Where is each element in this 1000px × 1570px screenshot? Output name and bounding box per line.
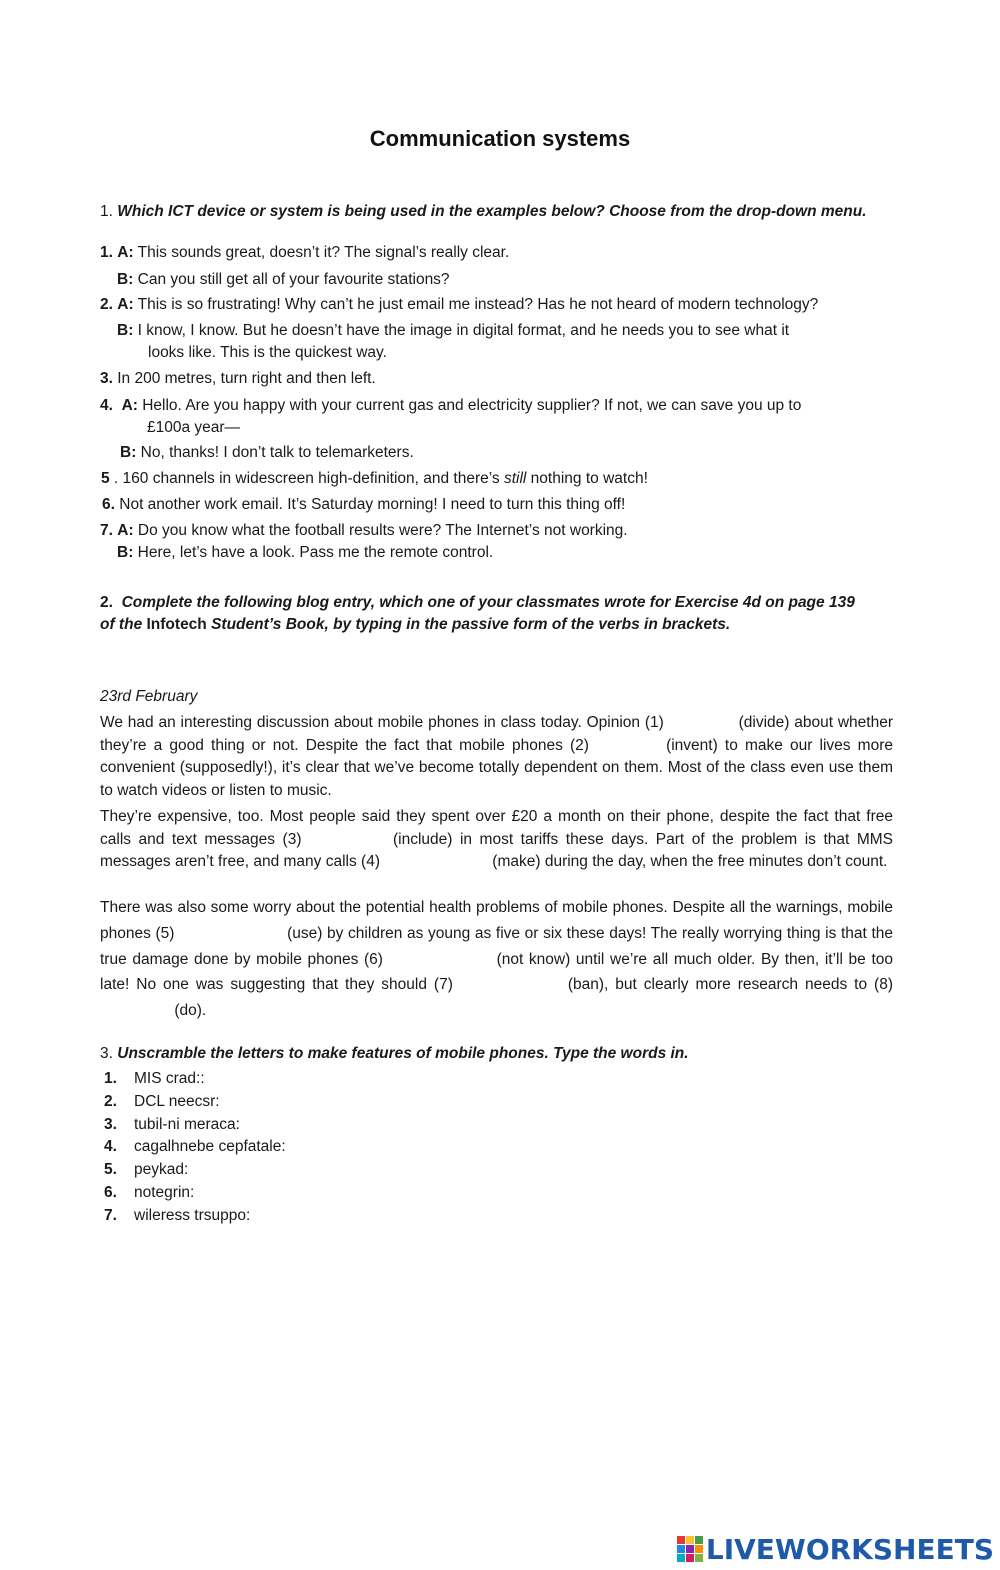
dialogue-2b-cont: looks like. This is the quickest way. bbox=[148, 344, 387, 361]
list-item: 4. cagalhnebe cepfatale: bbox=[104, 1138, 286, 1156]
list-item: 5. peykad: bbox=[104, 1161, 189, 1179]
liveworksheets-logo bbox=[677, 1532, 994, 1566]
dialogue-7b: B: Here, let’s have a look. Pass me the remote control. bbox=[117, 544, 494, 561]
ex3-instruction: 3. Unscramble the letters to make features of mobile phones. Type the words in. bbox=[100, 1045, 689, 1062]
dialogue-1a: 1. A: This sounds great, doesn’t it? The signal’s really clear. bbox=[100, 244, 510, 261]
dialogue-7a: 7. A: Do you know what the football results were? The Internet’s not working. bbox=[100, 522, 628, 539]
logo-text: LIVEWORKSHEETS bbox=[705, 1532, 994, 1566]
blog-paragraph-1: We had an interesting discussion about mobile phones in class today. Opinion (1) (divide) about whether they’re a good thing or not. Despite the fact that mobile phones (2) (invent) to make our lives more convenient (supposedly!), it’s clear that we’ve become totally dependent on them. Most of the class even use them to watch videos or listen to music. bbox=[100, 714, 893, 799]
logo-tile bbox=[686, 1536, 694, 1544]
logo-tile bbox=[695, 1554, 703, 1562]
ex1-instruction bbox=[100, 201, 867, 223]
logo-tile bbox=[695, 1545, 703, 1553]
ex2-instruction-line1: 2. Complete the following blog entry, which one of your classmates wrote for Exercise 4d on page 139 bbox=[100, 594, 855, 611]
list-item: 1. MIS crad:: bbox=[104, 1070, 205, 1087]
ex2-instruction-line2: of the Infotech Student’s Book, by typing in the passive form of the verbs in brackets. bbox=[100, 616, 731, 633]
dialogue-4a: 4. A: Hello. Are you happy with your current gas and electricity supplier? If not, we can save you up to bbox=[100, 397, 802, 414]
dialogue-2a: 2. A: This is so frustrating! Why can’t he just email me instead? Has he not heard of modern technology? bbox=[100, 296, 819, 313]
page-title: Communication systems bbox=[369, 126, 631, 151]
list-item: 3. tubil-ni meraca: bbox=[104, 1115, 240, 1133]
logo-grid-icon bbox=[677, 1536, 703, 1562]
blog-paragraph-2: They’re expensive, too. Most people said they spent over £20 a month on their phone, despite the fact that free calls and text messages (3) (include) in most tariffs these days. Part of the problem is that MMS messages aren’t free, and many calls (4) (make) during the day, when the free minutes don’t count. bbox=[100, 808, 893, 870]
dialogue-1b: B: Can you still get all of your favourite stations? bbox=[117, 271, 450, 288]
item-3: 3. In 200 metres, turn right and then left. bbox=[100, 370, 376, 387]
logo-tile bbox=[686, 1554, 694, 1562]
ex1-number: 1. bbox=[100, 203, 113, 220]
logo-tile bbox=[695, 1536, 703, 1544]
dialogue-2b: B: I know, I know. But he doesn’t have the image in digital format, and he needs you to see what it bbox=[117, 322, 790, 339]
logo-tile bbox=[677, 1554, 685, 1562]
logo-tile bbox=[686, 1545, 694, 1553]
item-5: 5 . 160 channels in widescreen high-definition, and there’s still nothing to watch! bbox=[101, 470, 648, 487]
logo-tile bbox=[677, 1536, 685, 1544]
unscramble-list bbox=[104, 1068, 286, 1228]
dialogue-4b: B: No, thanks! I don’t talk to telemarketers. bbox=[120, 444, 414, 461]
ex1-instruction-text: Which ICT device or system is being used in the examples below? Choose from the drop-down menu. bbox=[117, 203, 867, 220]
logo-tile bbox=[677, 1545, 685, 1553]
blog-date: 23rd February bbox=[100, 688, 198, 705]
dialogue-4a-cont: £100a year— bbox=[147, 419, 241, 436]
list-item: 7. wileress trsuppo: bbox=[104, 1206, 251, 1224]
item-6: 6. Not another work email. It’s Saturday morning! I need to turn this thing off! bbox=[102, 496, 626, 513]
blog-paragraph-3: There was also some worry about the potential health problems of mobile phones. Despite all the warnings, mobile phones (5) (use) by children as young as five or six these days! The really worrying thing is that the true damage done by mobile phones (6) (not know) until we’re all much older. By then, it’ll be too late! No one was suggesting that they should (7) (ban), but clearly more research needs to (8) (do). bbox=[100, 899, 893, 1020]
list-item: 2. DCL neecsr: bbox=[104, 1092, 220, 1110]
list-item: 6. notegrin: bbox=[104, 1183, 195, 1201]
